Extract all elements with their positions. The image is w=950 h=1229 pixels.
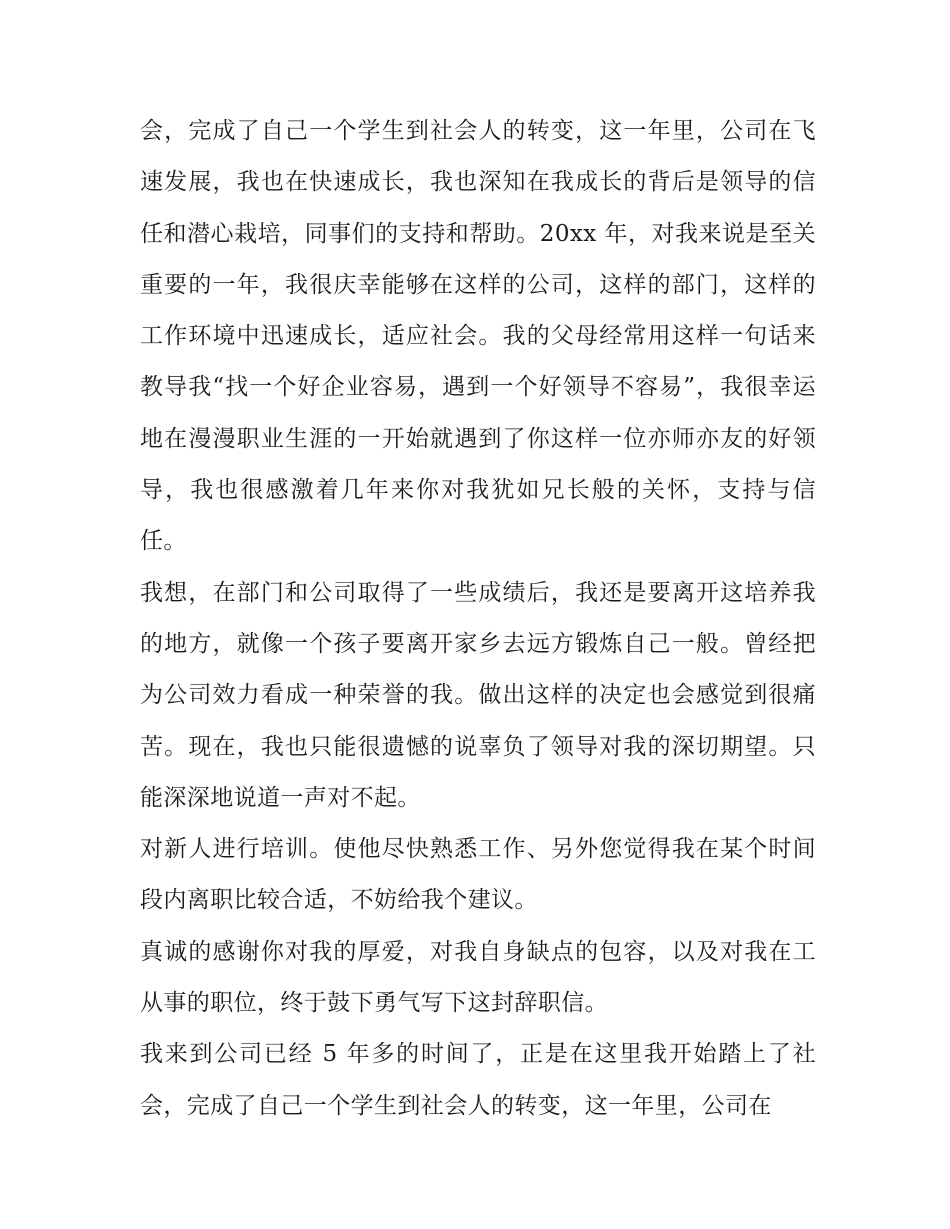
paragraph-3: 对新人进行培训。使他尽快熟悉工作、另外您觉得我在某个时间段内离职比较合适，不妨给我个建议。 bbox=[140, 836, 816, 914]
paragraph-1: 会，完成了自己一个学生到社会人的转变，这一年里，公司在飞速发展，我也在快速成长，我也深知在我成长的背后是领导的信任和潜心栽培，同事们的支持和帮助。20xx 年，对我来说是至关重要的一年，我很庆幸能够在这样的公司，这样的部门，这样的工作环境中迅速成长，适应社会。我的父母经常用这样一句话来教导我“找一个好企业容易，遇到一个好领导不容易”，我很幸运地在漫漫职业生涯的一开始就遇到了你这样一位亦师亦友的好领导，我也很感激着几年来你对我犹如兄长般的关怀，支持与信任。 bbox=[140, 118, 816, 555]
paragraph-4: 真诚的感谢你对我的厚爱，对我自身缺点的包容，以及对我在工从事的职位，终于鼓下勇气写下这封辞职信。 bbox=[140, 938, 816, 1017]
paragraph-2: 我想，在部门和公司取得了一些成绩后，我还是要离开这培养我的地方，就像一个孩子要离开家乡去远方锻炼自己一般。曾经把为公司效力看成一种荣誉的我。做出这样的决定也会感觉到很痛苦。现在，我也只能很遗憾的说辜负了领导对我的深切期望。只能深深地说道一声对不起。 bbox=[140, 579, 816, 811]
document-body bbox=[140, 106, 816, 1132]
paragraph-5: 我来到公司已经 5 年多的时间了，正是在这里我开始踏上了社会，完成了自己一个学生到社会人的转变，这一年里，公司在 bbox=[140, 1041, 816, 1119]
